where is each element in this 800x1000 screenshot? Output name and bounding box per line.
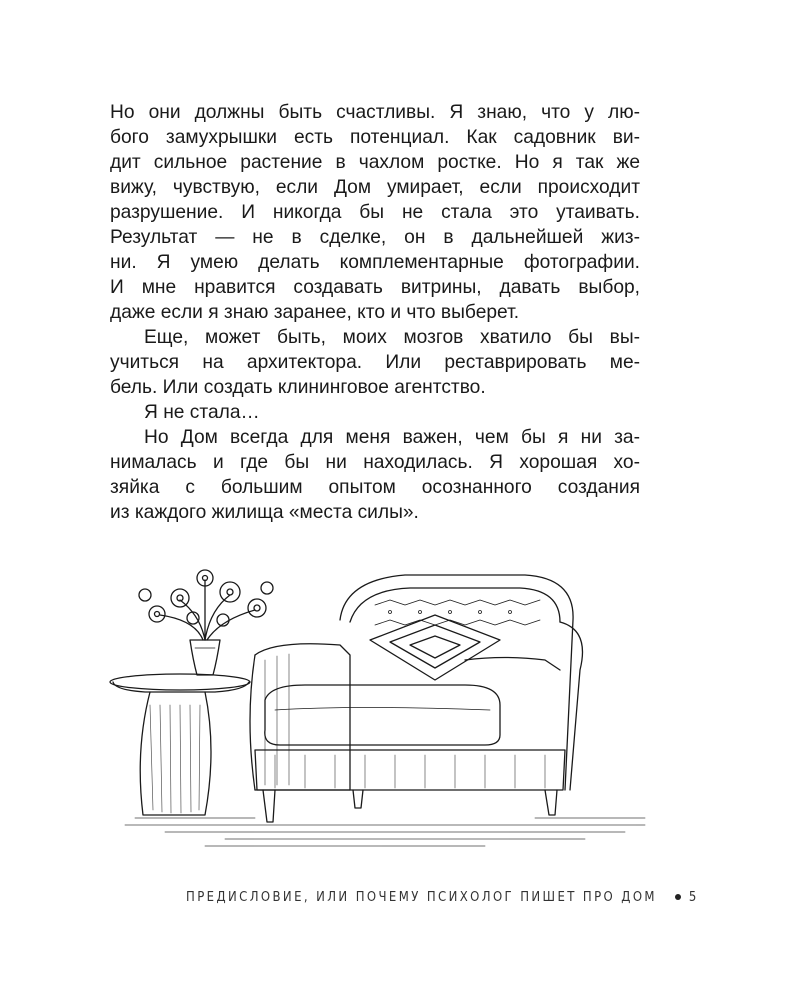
armchair-illustration [105,560,650,860]
body-text [110,100,640,525]
text-line: Но Дом всегда для меня важен, чем бы я ни за- [144,427,640,448]
running-footer [186,890,699,910]
text-line: из каждого жилища «места силы». [110,502,419,523]
paragraph-4 [110,425,640,525]
text-line: Результат — не в сделке, он в дальнейшей жиз- [110,227,640,248]
text-line: Еще, может быть, моих мозгов хватило бы вы- [144,327,640,348]
text-line: И мне нравится создавать витрины, давать выбор, [110,277,640,298]
paragraph-3 [110,400,640,425]
text-line: зяйка с большим опытом осознанного создания [110,477,640,498]
page-number: 5 [688,890,699,905]
text-line: дит сильное растение в чахлом ростке. Но я так же [110,152,640,173]
text-line: ни. Я умею делать комплементарные фотографии. [110,252,640,273]
running-title: ПРЕДИСЛОВИЕ, ИЛИ ПОЧЕМУ ПСИХОЛОГ ПИШЕТ ПРО ДОМ [186,890,657,905]
text-line: вижу, чувствую, если Дом умирает, если происходит [110,177,640,198]
text-line: бого замухрышки есть потенциал. Как садовник ви- [110,127,640,148]
paragraph-2 [110,325,640,400]
text-line: Но они должны быть счастливы. Я знаю, что у лю- [110,102,640,123]
armchair-with-table-icon [105,560,650,860]
text-line: нималась и где бы ни находилась. Я хорошая хо- [110,452,640,473]
text-line: бель. Или создать клининговое агентство. [110,377,486,398]
text-line: учиться на архитектора. Или реставрировать ме- [110,352,640,373]
paragraph-1 [110,100,640,325]
text-line: разрушение. И никогда бы не стала это утаивать. [110,202,640,223]
text-line: даже если я знаю заранее, кто и что выберет. [110,302,520,323]
bullet-icon [675,894,681,900]
text-line: Я не стала… [144,402,260,423]
